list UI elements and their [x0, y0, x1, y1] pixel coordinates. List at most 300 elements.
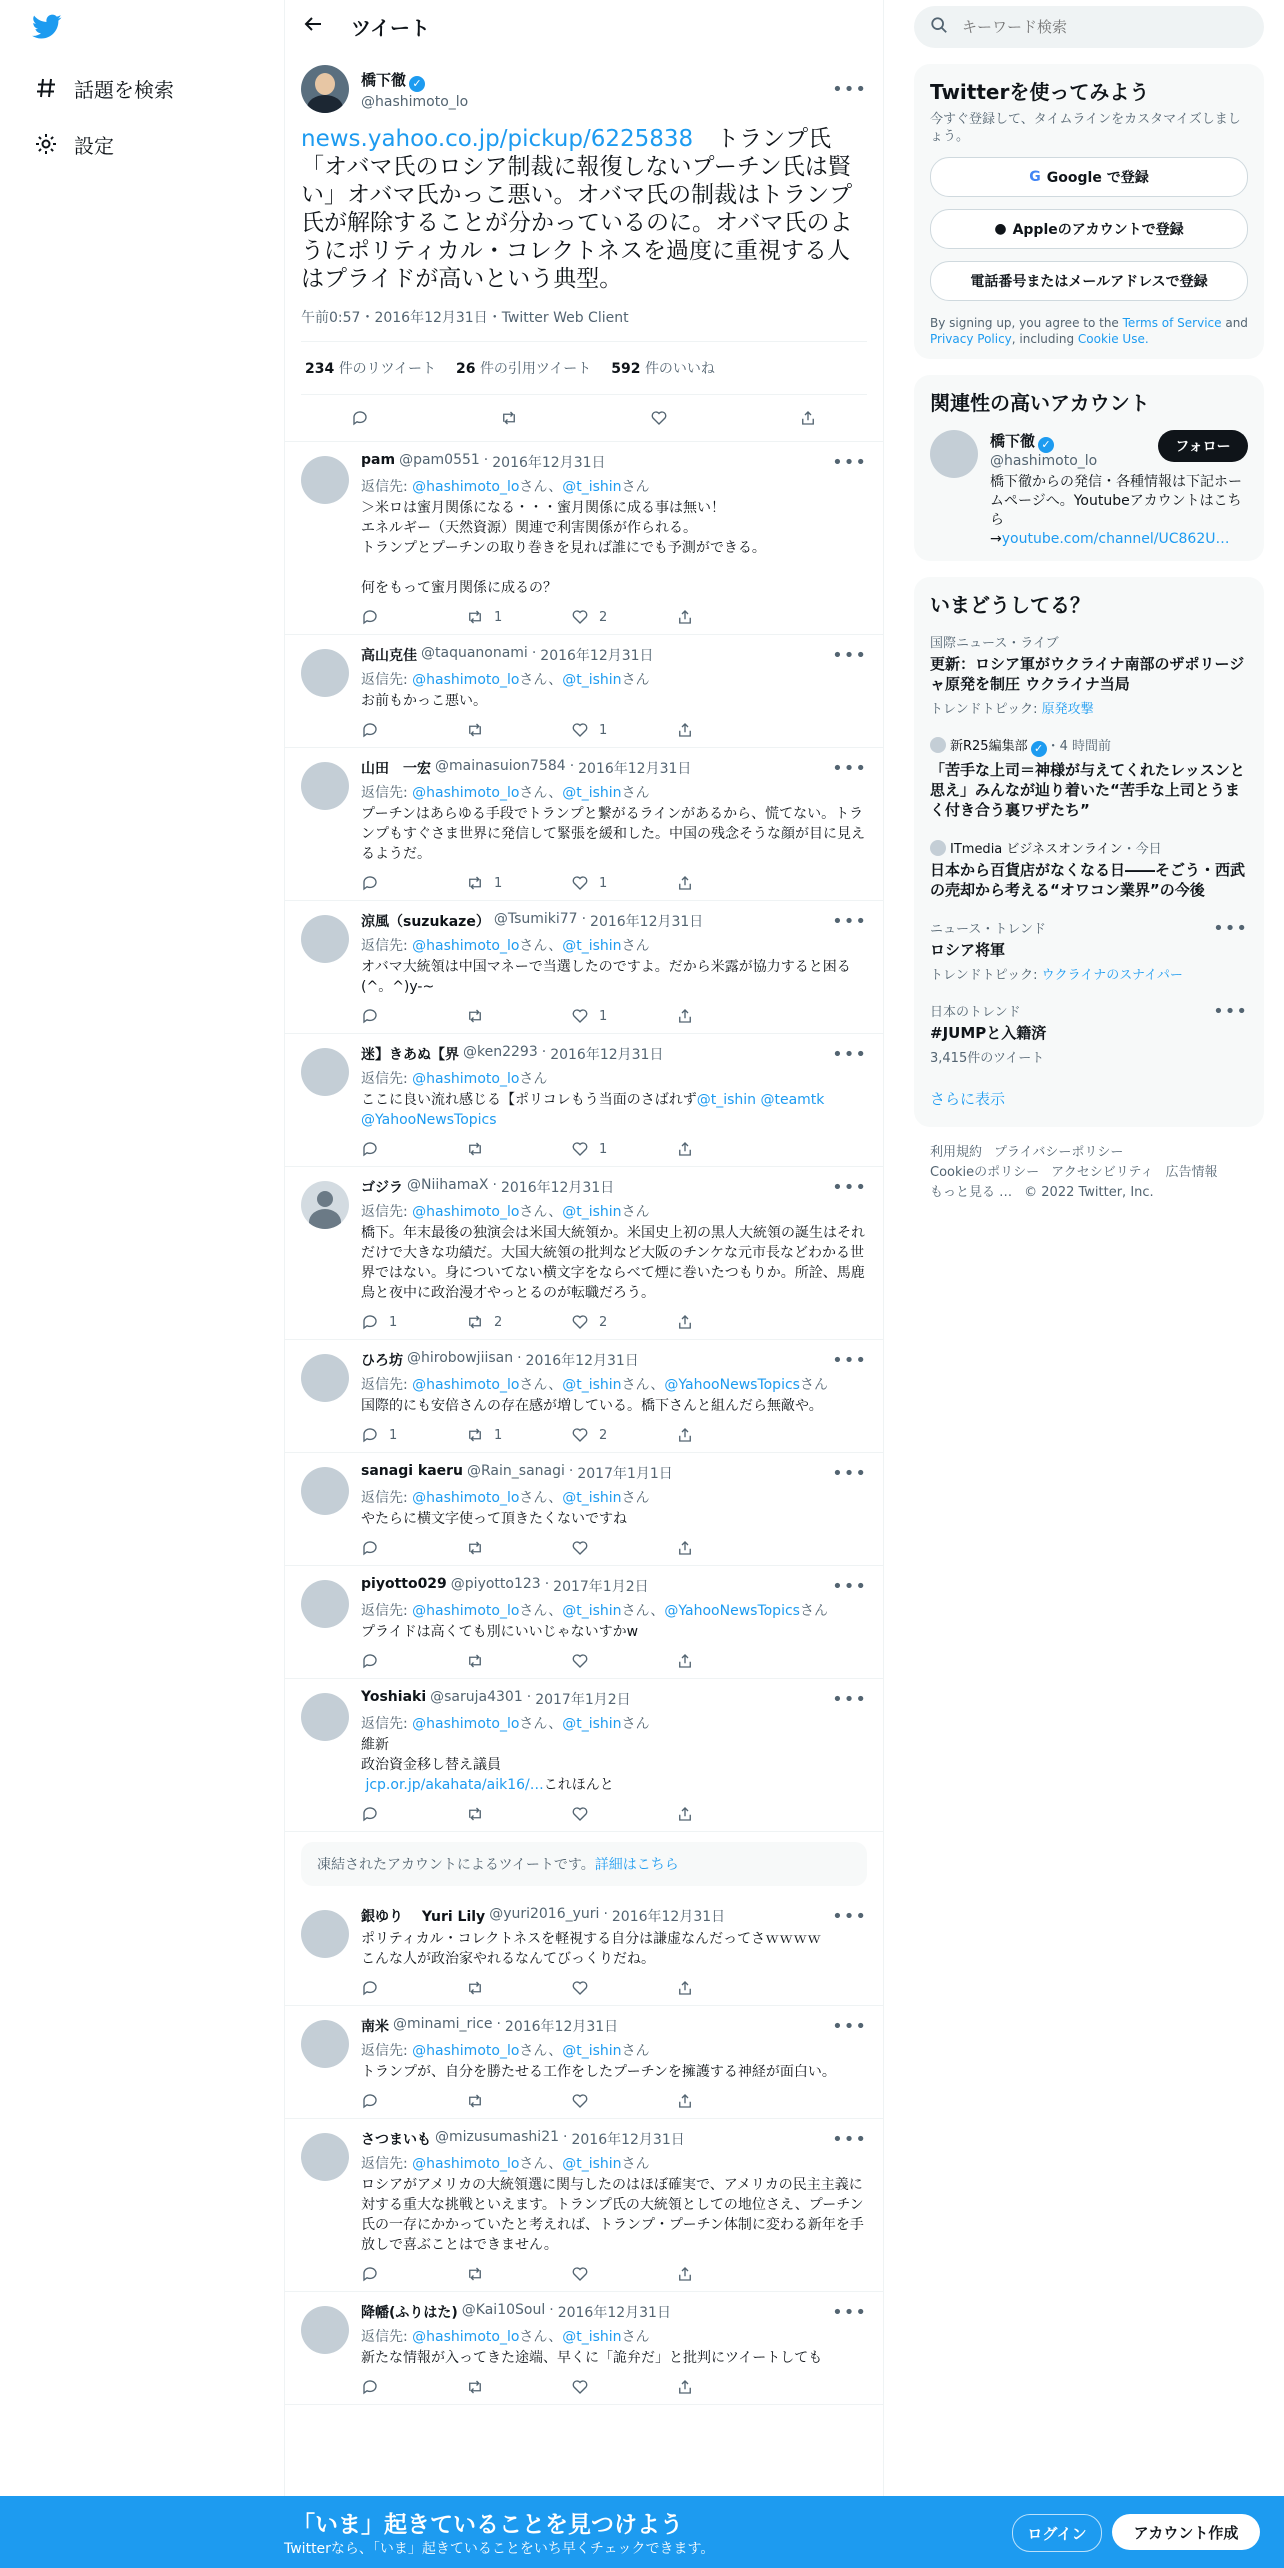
- nav-settings-label: 設定: [74, 133, 114, 158]
- verified-badge-icon: ✓: [1038, 437, 1054, 453]
- reply-handle[interactable]: @saruja4301: [430, 1689, 523, 1705]
- retweet-icon[interactable]: [466, 2265, 571, 2283]
- reply-text: [361, 498, 867, 598]
- reply-handle[interactable]: @minami_rice: [393, 2016, 493, 2032]
- reply-avatar[interactable]: [301, 2133, 349, 2181]
- login-button[interactable]: ログイン: [1012, 2514, 1102, 2552]
- san-suffix: さん: [519, 1377, 549, 1393]
- reply-name[interactable]: 山田 一宏: [361, 761, 431, 777]
- more-options-icon[interactable]: •••: [832, 1689, 867, 1710]
- retweet-icon[interactable]: [466, 721, 571, 739]
- reply-date[interactable]: 2017年1月2日: [535, 1692, 631, 1708]
- reply-text: [361, 2062, 867, 2082]
- more-options-icon[interactable]: •••: [832, 1044, 867, 1065]
- reply-handle[interactable]: @piyotto123: [450, 1576, 541, 1592]
- reply-date[interactable]: 2016年12月31日: [525, 1353, 639, 1369]
- like-icon[interactable]: [571, 2092, 676, 2110]
- reply-icon[interactable]: [361, 1652, 466, 1670]
- more-options-icon[interactable]: •••: [1213, 1001, 1248, 1022]
- dot-separator: ·: [544, 1576, 550, 1592]
- mention-link[interactable]: @hashimoto_lo: [412, 479, 520, 495]
- san-suffix: さん: [621, 1204, 650, 1220]
- reply-avatar[interactable]: [301, 762, 349, 810]
- hashtag-icon: [32, 74, 60, 102]
- san-suffix: さん: [519, 785, 549, 801]
- share-icon[interactable]: [676, 1313, 781, 1331]
- reply-handle[interactable]: @NiihamaX: [407, 1177, 489, 1193]
- signup-card: [914, 64, 1264, 359]
- like-icon[interactable]: [571, 1652, 676, 1670]
- separator: 、: [650, 1603, 665, 1619]
- related-avatar[interactable]: [930, 430, 978, 478]
- bottom-signup-bar: [0, 2496, 1284, 2568]
- quote-count-link[interactable]: [456, 358, 591, 378]
- reply-avatar[interactable]: [301, 456, 349, 504]
- reply-name[interactable]: ゴジラ: [361, 1180, 403, 1196]
- mention-link[interactable]: @t_ishin: [562, 479, 622, 495]
- retweet-count: 1: [494, 1427, 503, 1443]
- footer-links: [914, 1143, 1264, 1203]
- dot-separator: ·: [517, 1350, 522, 1366]
- cookie-use-link[interactable]: Cookie Use.: [1077, 332, 1149, 346]
- signup-card-title: Twitterを使ってみよう: [930, 80, 1150, 104]
- share-icon[interactable]: [676, 874, 781, 892]
- retweet-icon[interactable]: [500, 409, 518, 427]
- reply-tweet[interactable]: [285, 1453, 883, 1566]
- retweet-count-link[interactable]: [305, 358, 436, 378]
- footer-accessibility[interactable]: アクセシビリティ: [1051, 1165, 1154, 1180]
- more-options-icon[interactable]: •••: [832, 1906, 867, 1927]
- more-options-icon[interactable]: •••: [832, 1576, 867, 1597]
- author-name-link[interactable]: [361, 69, 832, 92]
- retweet-icon[interactable]: [466, 874, 571, 892]
- reply-name[interactable]: 涼風（suzukaze）: [361, 914, 490, 930]
- replying-to: [361, 1487, 867, 1507]
- retweet-icon[interactable]: [466, 1140, 571, 1158]
- mention-link[interactable]: @YahooNewsTopics: [664, 1603, 800, 1619]
- share-icon[interactable]: [676, 1805, 781, 1823]
- reply-actions: [361, 2092, 781, 2110]
- reply-handle[interactable]: @mainasuion7584: [435, 758, 566, 774]
- tweet-link[interactable]: news.yahoo.co.jp/pickup/6225838: [301, 126, 694, 152]
- footer-terms[interactable]: 利用規約: [930, 1145, 983, 1160]
- more-options-icon[interactable]: •••: [1213, 918, 1248, 939]
- more-options-icon[interactable]: •••: [832, 452, 867, 473]
- nav-explore[interactable]: [32, 68, 174, 108]
- reply-text: [361, 1622, 867, 1642]
- reply-actions: [361, 1652, 781, 1670]
- signup-button[interactable]: アカウント作成: [1112, 2514, 1260, 2550]
- reply-tweet[interactable]: [285, 2006, 883, 2119]
- google-signup-button[interactable]: [930, 157, 1248, 197]
- like-icon[interactable]: [571, 1140, 676, 1158]
- share-icon[interactable]: [799, 409, 817, 427]
- like-icon[interactable]: [571, 608, 676, 626]
- reply-name[interactable]: sanagi kaeru: [361, 1463, 464, 1479]
- like-count: 1: [599, 722, 608, 738]
- reply-actions: [361, 2265, 781, 2283]
- like-icon[interactable]: [571, 874, 676, 892]
- reply-date[interactable]: 2017年1月2日: [553, 1579, 649, 1595]
- mention-link[interactable]: @t_ishin: [562, 1603, 622, 1619]
- apple-signup-button[interactable]: [930, 209, 1248, 249]
- privacy-policy-link[interactable]: Privacy Policy: [930, 332, 1012, 346]
- reply-date[interactable]: 2016年12月31日: [578, 761, 692, 777]
- footer-ads[interactable]: 広告情報: [1165, 1165, 1218, 1180]
- trend-topic-link[interactable]: 原発攻撃: [1041, 702, 1094, 717]
- mention-link[interactable]: @hashimoto_lo: [412, 1071, 520, 1087]
- san-suffix: さん: [519, 479, 549, 495]
- more-options-icon[interactable]: •••: [832, 2302, 867, 2323]
- trend-title: ロシア将軍: [930, 941, 1006, 959]
- retweet-count-label: 件のリツイート: [338, 361, 436, 377]
- reply-actions: [361, 1140, 781, 1158]
- reply-handle[interactable]: @taquanonami: [421, 645, 528, 661]
- reply-date[interactable]: 2016年12月31日: [557, 2305, 671, 2321]
- like-icon[interactable]: [650, 409, 668, 427]
- like-icon[interactable]: [571, 2378, 676, 2396]
- mention-link[interactable]: @t_ishin: [562, 1377, 622, 1393]
- reply-date[interactable]: 2016年12月31日: [504, 2019, 619, 2035]
- share-icon[interactable]: [676, 1426, 781, 1444]
- reply-text: [361, 804, 867, 864]
- footer-more[interactable]: もっと見る …: [930, 1185, 1013, 1200]
- reply-handle[interactable]: @Rain_sanagi: [467, 1463, 565, 1479]
- search-input[interactable]: [960, 17, 1224, 37]
- san-suffix: さん: [519, 938, 549, 954]
- replying-to: [361, 1713, 867, 1733]
- reply-icon[interactable]: [361, 2378, 466, 2396]
- dot-separator: ·: [581, 911, 587, 927]
- reply-handle[interactable]: @mizusumashi21: [435, 2129, 560, 2145]
- reply-avatar[interactable]: [301, 1580, 349, 1628]
- page-title: ツイート: [351, 16, 430, 40]
- mention-link[interactable]: @t_ishin: [562, 2156, 622, 2172]
- mention-link[interactable]: @hashimoto_lo: [412, 1377, 520, 1393]
- mention-link[interactable]: @t_ishin: [562, 1204, 622, 1220]
- related-title: 関連性の高いアカウント: [930, 391, 1150, 415]
- like-icon[interactable]: [571, 1979, 676, 1997]
- terms-and: and: [1221, 316, 1248, 330]
- retweet-icon[interactable]: [466, 2092, 571, 2110]
- reply-text-body: やたらに横文字使って頂きたくないですね: [361, 1511, 627, 1527]
- reply-avatar[interactable]: [301, 2306, 349, 2354]
- mention-link[interactable]: @hashimoto_lo: [412, 2043, 520, 2059]
- like-icon[interactable]: [571, 2265, 676, 2283]
- reply-icon[interactable]: [361, 608, 466, 626]
- trend-context: 日本のトレンド: [930, 1005, 1021, 1020]
- mention-link[interactable]: @hashimoto_lo: [412, 938, 520, 954]
- more-options-icon[interactable]: •••: [832, 1350, 867, 1371]
- reply-tweet[interactable]: [285, 2119, 883, 2292]
- footer-cookie[interactable]: Cookieのポリシー: [930, 1165, 1040, 1180]
- more-options-icon[interactable]: •••: [832, 1177, 867, 1198]
- phone-signup-button[interactable]: 電話番号またはメールアドレスで登録: [930, 261, 1248, 301]
- mention-link[interactable]: @hashimoto_lo: [412, 2156, 520, 2172]
- reply-handle[interactable]: @yuri2016_yuri: [489, 1906, 600, 1922]
- search-box[interactable]: [914, 6, 1264, 48]
- reply-name[interactable]: 降幡(ふりはた): [361, 2305, 458, 2321]
- retweet-icon[interactable]: [466, 1539, 571, 1557]
- replying-label: 返信先:: [361, 1377, 408, 1393]
- mention-link[interactable]: @t_ishin: [562, 2043, 622, 2059]
- separator: 、: [548, 1603, 563, 1619]
- more-options-icon[interactable]: •••: [832, 78, 867, 100]
- author-handle[interactable]: @hashimoto_lo: [361, 93, 469, 110]
- trends-title: いまどうしてる？: [930, 593, 1090, 617]
- san-suffix: さん: [621, 1603, 651, 1619]
- mention-link[interactable]: @t_ishin: [562, 672, 622, 688]
- mention-link[interactable]: @hashimoto_lo: [412, 2329, 520, 2345]
- more-options-icon[interactable]: •••: [832, 758, 867, 779]
- replying-to: [361, 1068, 867, 1088]
- share-icon[interactable]: [676, 1652, 781, 1670]
- like-icon[interactable]: [571, 1539, 676, 1557]
- tweet-meta[interactable]: 午前0:57・2016年12月31日・Twitter Web Client: [301, 307, 867, 342]
- apple-signup-label: Appleのアカウントで登録: [1012, 222, 1184, 238]
- share-icon[interactable]: [676, 608, 781, 626]
- reply-date[interactable]: 2016年12月31日: [500, 1180, 615, 1196]
- more-options-icon[interactable]: •••: [832, 645, 867, 666]
- twitter-logo-icon[interactable]: [32, 14, 62, 44]
- reply-list: [285, 442, 883, 1832]
- san-suffix: さん: [799, 1603, 828, 1619]
- reply-tweet[interactable]: [285, 1167, 883, 1340]
- reply-actions: [361, 1313, 781, 1331]
- terms-of-service-link[interactable]: Terms of Service: [1122, 316, 1222, 330]
- bottom-bar-sub: Twitterなら、「いま」起きていることをいち早くチェックできます。: [284, 2541, 715, 2557]
- trend-item[interactable]: [930, 735, 1248, 820]
- back-arrow-icon[interactable]: [303, 14, 343, 40]
- share-icon[interactable]: [676, 2378, 781, 2396]
- san-suffix: さん: [621, 2043, 650, 2059]
- publisher-avatar: [930, 840, 946, 856]
- separator: 、: [548, 672, 563, 688]
- mention-link[interactable]: @hashimoto_lo: [412, 672, 520, 688]
- reply-tweet[interactable]: [285, 1566, 883, 1679]
- retweet-icon[interactable]: [466, 1426, 571, 1444]
- main-column: [284, 0, 884, 2568]
- reply-name[interactable]: 高山克佳: [361, 648, 417, 664]
- trend-topic-link[interactable]: ウクライナのスナイパー: [1041, 968, 1183, 983]
- mention-link[interactable]: @t_ishin: [562, 938, 622, 954]
- retweet-icon[interactable]: [466, 1805, 571, 1823]
- reply-actions: [361, 874, 781, 892]
- dot-separator: ·: [526, 1689, 532, 1705]
- reply-date[interactable]: 2016年12月31日: [540, 648, 654, 664]
- search-icon: [930, 16, 948, 38]
- reply-icon[interactable]: [361, 2265, 466, 2283]
- reply-icon[interactable]: [361, 721, 466, 739]
- trend-item[interactable]: [930, 838, 1248, 900]
- mention-link[interactable]: @hashimoto_lo: [412, 1716, 520, 1732]
- reply-handle[interactable]: @hirobowjiisan: [407, 1350, 514, 1366]
- reply-icon[interactable]: [361, 1313, 466, 1331]
- reply-tweet[interactable]: [285, 1340, 883, 1453]
- retweet-icon[interactable]: [466, 2378, 571, 2396]
- footer-privacy[interactable]: プライバシーポリシー: [994, 1145, 1124, 1160]
- more-options-icon[interactable]: •••: [832, 2129, 867, 2150]
- san-suffix: さん: [621, 1490, 650, 1506]
- author-avatar[interactable]: [301, 65, 349, 113]
- reply-icon[interactable]: [361, 1805, 466, 1823]
- reply-date[interactable]: 2016年12月31日: [492, 455, 606, 471]
- reply-avatar[interactable]: [301, 1693, 349, 1741]
- reply-icon[interactable]: [361, 1140, 466, 1158]
- more-options-icon[interactable]: •••: [832, 1463, 867, 1484]
- reply-date[interactable]: 2016年12月31日: [571, 2132, 685, 2148]
- footer-copyright: © 2022 Twitter, Inc.: [1024, 1185, 1154, 1200]
- replying-label: 返信先:: [361, 938, 408, 954]
- retweet-icon[interactable]: [466, 1007, 571, 1025]
- mention-link[interactable]: @t_ishin: [562, 785, 622, 801]
- mention-link[interactable]: @hashimoto_lo: [412, 1204, 520, 1220]
- reply-name[interactable]: 南米: [361, 2019, 389, 2035]
- trend-item[interactable]: [930, 632, 1248, 717]
- show-more-link[interactable]: [930, 1088, 1248, 1115]
- reply-avatar[interactable]: [301, 1910, 349, 1958]
- reply-name[interactable]: pam: [361, 452, 396, 468]
- san-suffix: さん: [519, 1603, 549, 1619]
- share-icon[interactable]: [676, 2265, 781, 2283]
- reply-text: [361, 1090, 867, 1130]
- retweet-icon[interactable]: [466, 1652, 571, 1670]
- reply-handle[interactable]: @ken2293: [463, 1044, 538, 1060]
- main-tweet: [285, 53, 883, 395]
- publisher-avatar: [930, 737, 946, 753]
- reply-date[interactable]: 2016年12月31日: [550, 1047, 664, 1063]
- reply-tweet[interactable]: [285, 1034, 883, 1167]
- san-suffix: さん: [519, 672, 549, 688]
- reply-date[interactable]: 2016年12月31日: [611, 1909, 726, 1925]
- suspended-notice-link[interactable]: 詳細はこちら: [594, 1857, 679, 1873]
- reply-name[interactable]: Yoshiaki: [361, 1689, 427, 1705]
- share-icon[interactable]: [676, 1539, 781, 1557]
- share-icon[interactable]: [676, 721, 781, 739]
- follow-button[interactable]: フォロー: [1158, 430, 1248, 462]
- reply-name[interactable]: ひろ坊: [361, 1353, 403, 1369]
- reply-text-body: 新たな情報が入ってきた途端、早くに「詭弁だ」と批判にツイートしても: [361, 2350, 823, 2366]
- reply-name[interactable]: 迷】きあぬ【界: [361, 1047, 459, 1063]
- related-name: 橋下徹: [990, 432, 1036, 450]
- retweet-count: 1: [494, 875, 503, 891]
- reply-avatar[interactable]: [301, 1048, 349, 1096]
- reply-avatar[interactable]: [301, 2020, 349, 2068]
- verified-badge-icon: ✓: [1031, 741, 1047, 757]
- reply-tweet[interactable]: [285, 748, 883, 901]
- suspended-notice: [301, 1842, 867, 1886]
- reply-tweet[interactable]: [285, 901, 883, 1034]
- reply-avatar[interactable]: [301, 1467, 349, 1515]
- reply-handle[interactable]: @Kai10Soul: [461, 2302, 546, 2318]
- reply-avatar[interactable]: [301, 1181, 349, 1229]
- reply-list-2: [285, 1896, 883, 2405]
- trend-title: #JUMPと入籍済: [930, 1024, 1047, 1042]
- retweet-icon[interactable]: [466, 608, 571, 626]
- like-icon[interactable]: [571, 1007, 676, 1025]
- reply-icon[interactable]: [361, 1979, 466, 1997]
- reply-avatar[interactable]: [301, 915, 349, 963]
- share-icon[interactable]: [676, 1979, 781, 1997]
- external-link[interactable]: jcp.or.jp/akahata/aik16/…: [365, 1777, 544, 1793]
- reply-actions: [361, 1805, 781, 1823]
- reply-date[interactable]: 2016年12月31日: [590, 914, 704, 930]
- trend-topic-label: トレンドトピック:: [930, 702, 1042, 717]
- trend-item[interactable]: [930, 1001, 1248, 1066]
- share-icon[interactable]: [676, 2092, 781, 2110]
- reply-tweet[interactable]: [285, 635, 883, 748]
- reply-icon[interactable]: [361, 1539, 466, 1557]
- reply-tweet[interactable]: [285, 2292, 883, 2405]
- reply-handle[interactable]: @pam0551: [399, 452, 480, 468]
- dot-separator: ·: [549, 2302, 554, 2318]
- google-signup-label: Google で登録: [1046, 170, 1149, 186]
- reply-icon[interactable]: [351, 409, 369, 427]
- like-count-link[interactable]: [611, 358, 715, 378]
- related-bio-link[interactable]: youtube.com/channel/UC862U…: [1001, 531, 1230, 547]
- retweet-count: 2: [494, 1314, 503, 1330]
- replying-label: 返信先:: [361, 1716, 408, 1732]
- more-options-icon[interactable]: •••: [832, 2016, 867, 2037]
- trend-context: 国際ニュース・ライブ: [930, 636, 1059, 651]
- reply-tweet[interactable]: [285, 1896, 883, 2006]
- san-suffix: さん: [519, 1204, 549, 1220]
- trend-item[interactable]: [930, 918, 1248, 983]
- like-icon[interactable]: [571, 1805, 676, 1823]
- mention-link[interactable]: @hashimoto_lo: [412, 1603, 520, 1619]
- reply-actions: [361, 1539, 781, 1557]
- reply-name[interactable]: 銀ゆり Yuri Lily: [361, 1909, 486, 1925]
- reply-avatar[interactable]: [301, 649, 349, 697]
- dot-separator: ·: [531, 645, 537, 661]
- share-icon[interactable]: [676, 1140, 781, 1158]
- like-icon[interactable]: [571, 1426, 676, 1444]
- like-icon[interactable]: [571, 1313, 676, 1331]
- retweet-icon[interactable]: [466, 1313, 571, 1331]
- reply-icon[interactable]: [361, 1007, 466, 1025]
- reply-icon[interactable]: [361, 874, 466, 892]
- reply-tweet[interactable]: [285, 442, 883, 635]
- mention-link[interactable]: @hashimoto_lo: [412, 1490, 520, 1506]
- mention-link[interactable]: @t_ishin: [562, 1716, 622, 1732]
- mention-links[interactable]: @t_ishin @teamtk @YahooNewsTopics: [361, 1092, 825, 1128]
- reply-tweet[interactable]: [285, 1679, 883, 1832]
- reply-name[interactable]: さつまいも: [361, 2132, 431, 2148]
- like-icon[interactable]: [571, 721, 676, 739]
- reply-icon[interactable]: [361, 1426, 466, 1444]
- mention-link[interactable]: @t_ishin: [562, 2329, 622, 2345]
- share-icon[interactable]: [676, 1007, 781, 1025]
- tweet-stats: [301, 342, 867, 395]
- left-nav: [0, 0, 284, 2568]
- dot-separator: ·: [568, 1463, 574, 1479]
- reply-icon[interactable]: [361, 2092, 466, 2110]
- dot-separator: ·: [569, 758, 575, 774]
- mention-link[interactable]: @hashimoto_lo: [412, 785, 520, 801]
- separator: 、: [548, 479, 563, 495]
- related-account[interactable]: [930, 430, 1248, 549]
- reply-name[interactable]: piyotto029: [361, 1576, 447, 1592]
- more-options-icon[interactable]: •••: [832, 911, 867, 932]
- reply-avatar[interactable]: [301, 1354, 349, 1402]
- mention-link[interactable]: @t_ishin: [562, 1490, 622, 1506]
- reply-handle[interactable]: @Tsumiki77: [493, 911, 578, 927]
- retweet-icon[interactable]: [466, 1979, 571, 1997]
- mention-link[interactable]: @YahooNewsTopics: [664, 1377, 800, 1393]
- reply-text: [361, 1396, 867, 1416]
- reply-date[interactable]: 2017年1月1日: [577, 1466, 673, 1482]
- nav-settings[interactable]: [32, 124, 114, 164]
